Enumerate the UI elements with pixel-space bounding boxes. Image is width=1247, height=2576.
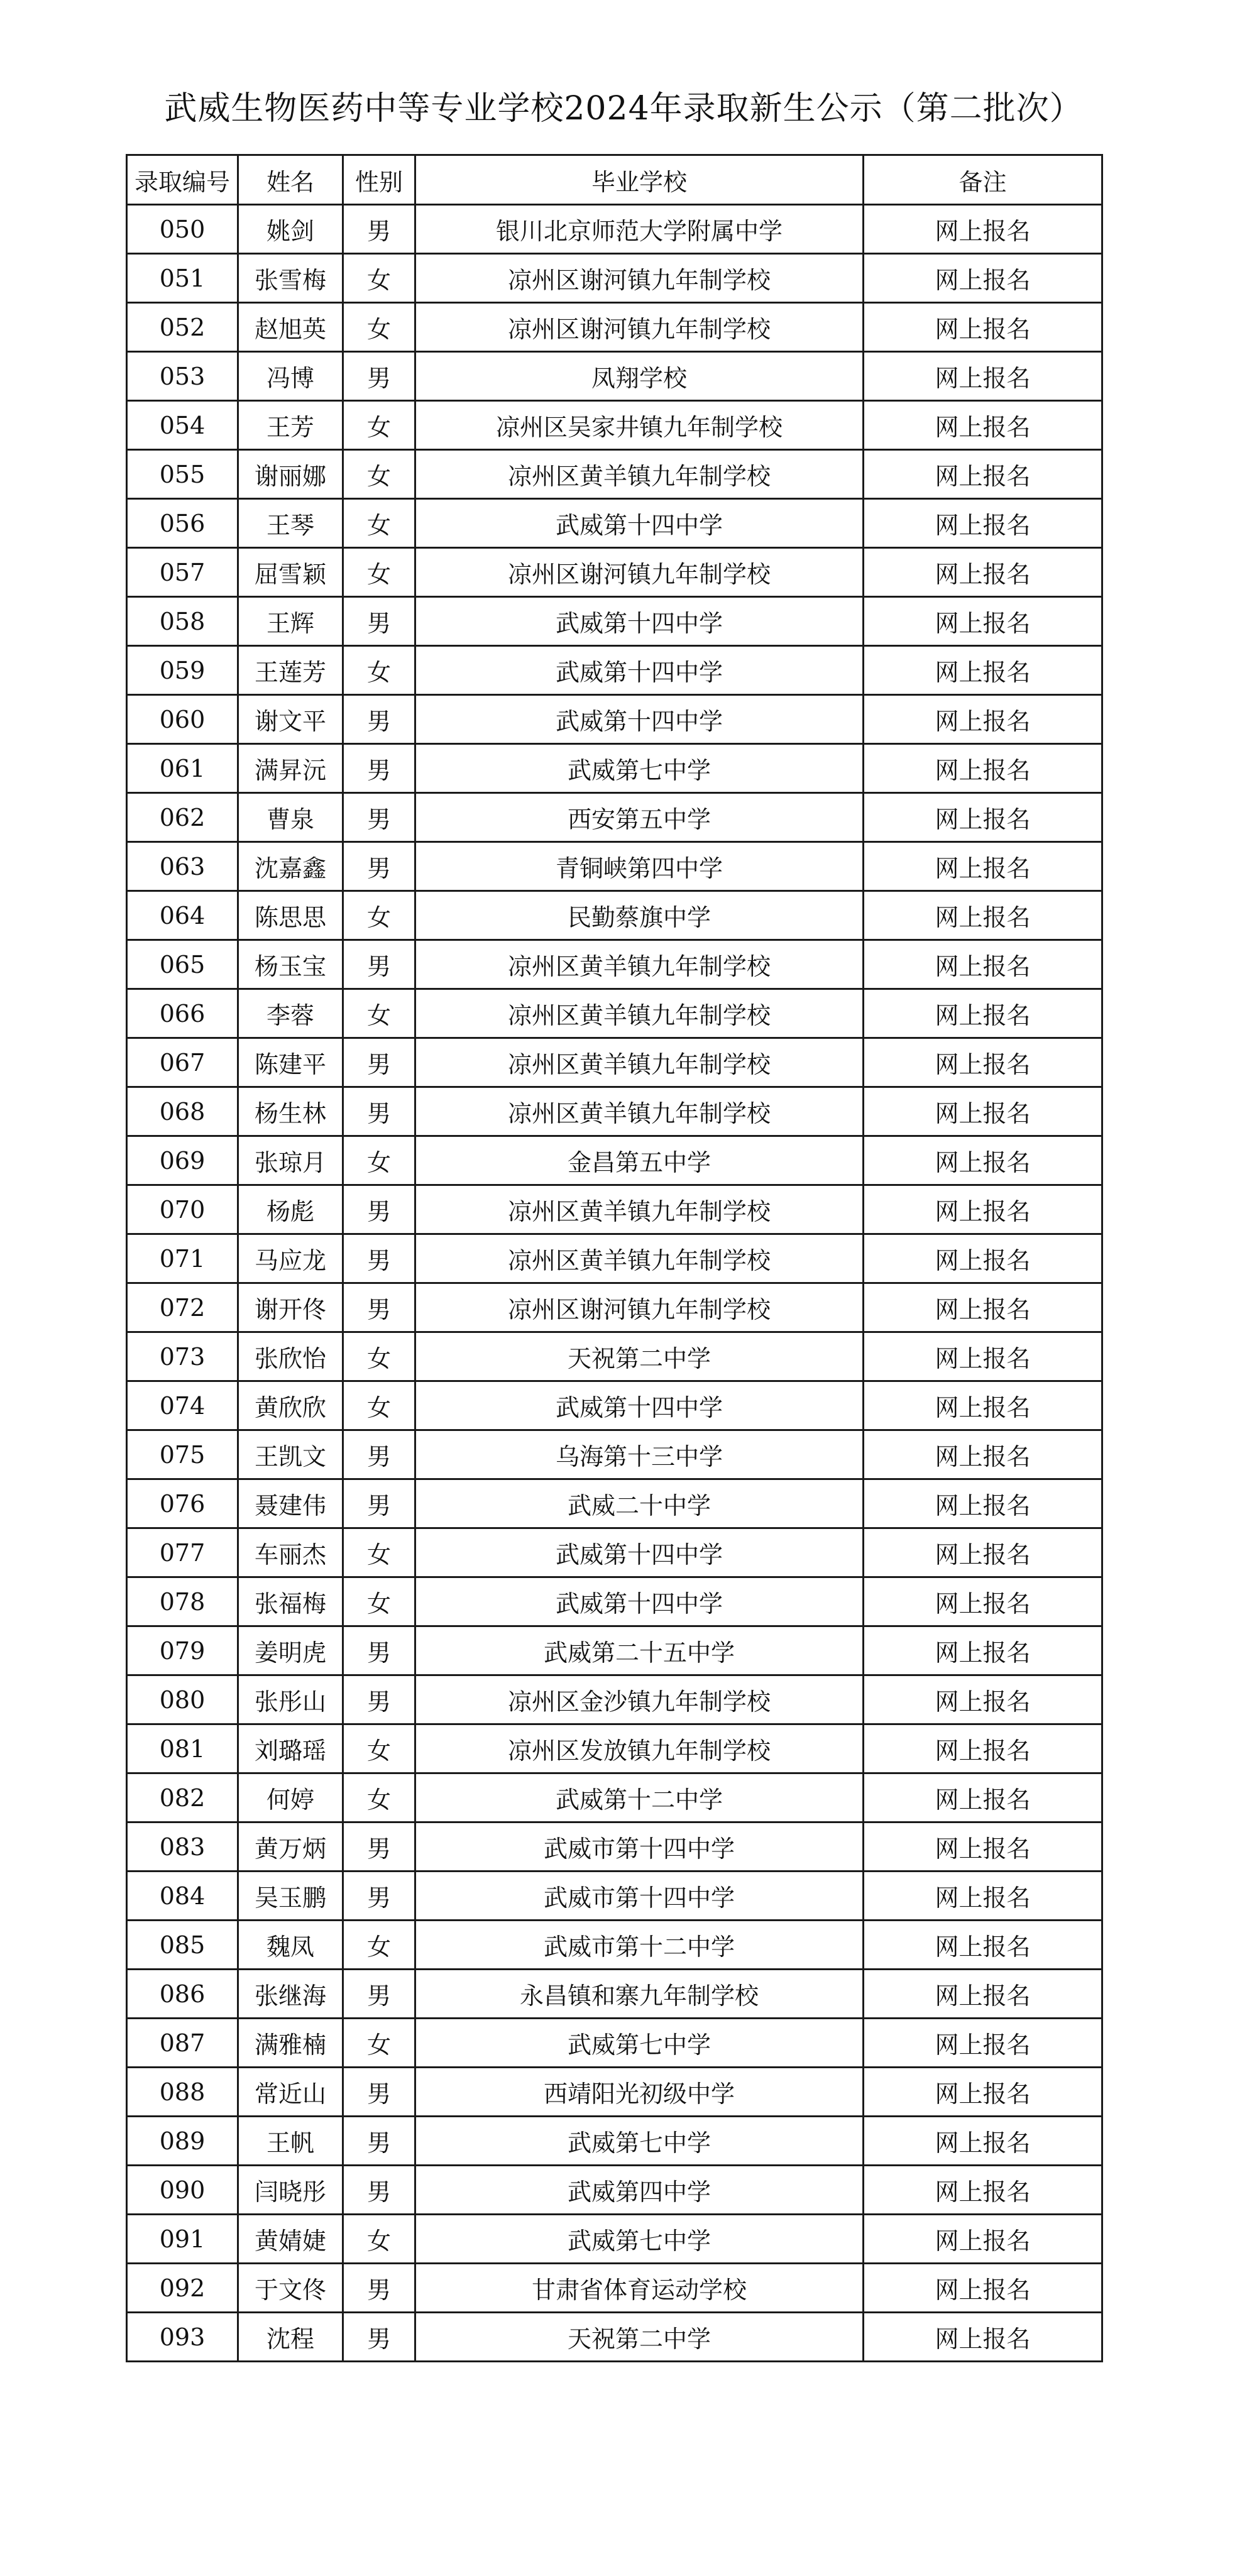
cell-id: 054	[127, 401, 238, 450]
cell-note: 网上报名	[864, 499, 1102, 548]
cell-school: 武威第十四中学	[415, 499, 864, 548]
cell-gender: 女	[343, 1332, 415, 1381]
table-row	[127, 2019, 1102, 2068]
cell-id: 071	[127, 1234, 238, 1283]
cell-name: 张琼月	[238, 1136, 343, 1185]
cell-note: 网上报名	[864, 1430, 1102, 1479]
cell-note: 网上报名	[864, 205, 1102, 254]
table-row	[127, 1970, 1102, 2019]
table-row	[127, 1332, 1102, 1381]
cell-school: 武威市第十四中学	[415, 1872, 864, 1921]
cell-school: 凉州区谢河镇九年制学校	[415, 303, 864, 352]
cell-school: 武威二十中学	[415, 1479, 864, 1528]
cell-id: 064	[127, 891, 238, 940]
cell-name: 黄万炳	[238, 1822, 343, 1872]
cell-gender: 男	[343, 1234, 415, 1283]
cell-gender: 男	[343, 940, 415, 989]
cell-name: 聂建伟	[238, 1479, 343, 1528]
cell-note: 网上报名	[864, 891, 1102, 940]
table-row	[127, 1675, 1102, 1724]
header-note: 备注	[864, 155, 1102, 205]
cell-name: 王莲芳	[238, 646, 343, 695]
table-header-row	[127, 155, 1102, 205]
cell-name: 杨玉宝	[238, 940, 343, 989]
cell-name: 张欣怡	[238, 1332, 343, 1381]
cell-gender: 男	[343, 1675, 415, 1724]
table-row	[127, 646, 1102, 695]
cell-name: 王凯文	[238, 1430, 343, 1479]
cell-name: 满雅楠	[238, 2019, 343, 2068]
cell-name: 魏凤	[238, 1921, 343, 1970]
cell-school: 甘肃省体育运动学校	[415, 2264, 864, 2313]
cell-gender: 女	[343, 2019, 415, 2068]
cell-school: 武威第七中学	[415, 744, 864, 793]
cell-school: 青铜峡第四中学	[415, 842, 864, 891]
cell-school: 武威第十四中学	[415, 597, 864, 646]
cell-note: 网上报名	[864, 254, 1102, 303]
cell-school: 凉州区金沙镇九年制学校	[415, 1675, 864, 1724]
cell-name: 沈嘉鑫	[238, 842, 343, 891]
cell-id: 088	[127, 2068, 238, 2117]
cell-note: 网上报名	[864, 695, 1102, 744]
table-row	[127, 989, 1102, 1038]
cell-name: 陈建平	[238, 1038, 343, 1087]
cell-note: 网上报名	[864, 2215, 1102, 2264]
cell-note: 网上报名	[864, 2019, 1102, 2068]
cell-id: 084	[127, 1872, 238, 1921]
table-row	[127, 891, 1102, 940]
table-row	[127, 1822, 1102, 1872]
cell-note: 网上报名	[864, 2117, 1102, 2166]
cell-name: 满昇沅	[238, 744, 343, 793]
header-name: 姓名	[238, 155, 343, 205]
cell-note: 网上报名	[864, 744, 1102, 793]
cell-gender: 男	[343, 597, 415, 646]
cell-id: 078	[127, 1577, 238, 1626]
cell-id: 067	[127, 1038, 238, 1087]
cell-note: 网上报名	[864, 1332, 1102, 1381]
cell-school: 武威市第十二中学	[415, 1921, 864, 1970]
cell-name: 黄欣欣	[238, 1381, 343, 1430]
cell-id: 077	[127, 1528, 238, 1577]
table-row	[127, 2264, 1102, 2313]
cell-id: 081	[127, 1724, 238, 1773]
cell-id: 076	[127, 1479, 238, 1528]
cell-name: 谢丽娜	[238, 450, 343, 499]
cell-id: 091	[127, 2215, 238, 2264]
cell-id: 063	[127, 842, 238, 891]
table-row	[127, 1136, 1102, 1185]
table-row	[127, 254, 1102, 303]
cell-school: 天祝第二中学	[415, 1332, 864, 1381]
cell-name: 王芳	[238, 401, 343, 450]
cell-note: 网上报名	[864, 401, 1102, 450]
cell-name: 张继海	[238, 1970, 343, 2019]
cell-name: 赵旭英	[238, 303, 343, 352]
cell-name: 王辉	[238, 597, 343, 646]
cell-gender: 男	[343, 1479, 415, 1528]
table-row	[127, 450, 1102, 499]
cell-name: 姜明虎	[238, 1626, 343, 1675]
table-row	[127, 1381, 1102, 1430]
cell-gender: 男	[343, 1430, 415, 1479]
cell-gender: 女	[343, 1921, 415, 1970]
table-row	[127, 1773, 1102, 1822]
cell-note: 网上报名	[864, 1773, 1102, 1822]
cell-name: 李蓉	[238, 989, 343, 1038]
cell-gender: 女	[343, 1577, 415, 1626]
cell-id: 057	[127, 548, 238, 597]
cell-note: 网上报名	[864, 1724, 1102, 1773]
cell-gender: 男	[343, 1283, 415, 1332]
cell-school: 武威第七中学	[415, 2019, 864, 2068]
cell-school: 凉州区黄羊镇九年制学校	[415, 1087, 864, 1136]
cell-school: 永昌镇和寨九年制学校	[415, 1970, 864, 2019]
table-row	[127, 499, 1102, 548]
cell-note: 网上报名	[864, 1136, 1102, 1185]
table-row	[127, 352, 1102, 401]
cell-id: 065	[127, 940, 238, 989]
cell-school: 西安第五中学	[415, 793, 864, 842]
cell-school: 武威第二十五中学	[415, 1626, 864, 1675]
cell-note: 网上报名	[864, 2264, 1102, 2313]
cell-id: 062	[127, 793, 238, 842]
cell-school: 武威第十二中学	[415, 1773, 864, 1822]
cell-id: 074	[127, 1381, 238, 1430]
cell-note: 网上报名	[864, 450, 1102, 499]
cell-id: 068	[127, 1087, 238, 1136]
cell-gender: 男	[343, 1970, 415, 2019]
cell-school: 凉州区谢河镇九年制学校	[415, 548, 864, 597]
cell-id: 053	[127, 352, 238, 401]
cell-school: 武威第十四中学	[415, 1381, 864, 1430]
cell-note: 网上报名	[864, 1087, 1102, 1136]
cell-name: 王帆	[238, 2117, 343, 2166]
cell-school: 凉州区发放镇九年制学校	[415, 1724, 864, 1773]
cell-note: 网上报名	[864, 1626, 1102, 1675]
cell-note: 网上报名	[864, 303, 1102, 352]
cell-gender: 男	[343, 1087, 415, 1136]
cell-note: 网上报名	[864, 352, 1102, 401]
table-row	[127, 1724, 1102, 1773]
cell-school: 武威第七中学	[415, 2215, 864, 2264]
cell-id: 070	[127, 1185, 238, 1234]
table-row	[127, 401, 1102, 450]
cell-note: 网上报名	[864, 2166, 1102, 2215]
cell-gender: 女	[343, 499, 415, 548]
cell-gender: 女	[343, 450, 415, 499]
cell-id: 082	[127, 1773, 238, 1822]
table-row	[127, 1283, 1102, 1332]
cell-id: 061	[127, 744, 238, 793]
cell-id: 059	[127, 646, 238, 695]
cell-note: 网上报名	[864, 1479, 1102, 1528]
cell-id: 092	[127, 2264, 238, 2313]
cell-gender: 男	[343, 1872, 415, 1921]
cell-name: 何婷	[238, 1773, 343, 1822]
cell-id: 079	[127, 1626, 238, 1675]
cell-note: 网上报名	[864, 597, 1102, 646]
cell-school: 凉州区谢河镇九年制学校	[415, 1283, 864, 1332]
table-row	[127, 1626, 1102, 1675]
cell-name: 张雪梅	[238, 254, 343, 303]
cell-name: 沈程	[238, 2313, 343, 2362]
cell-gender: 女	[343, 1773, 415, 1822]
cell-note: 网上报名	[864, 940, 1102, 989]
table-row	[127, 2166, 1102, 2215]
table-row	[127, 548, 1102, 597]
cell-school: 金昌第五中学	[415, 1136, 864, 1185]
cell-gender: 男	[343, 205, 415, 254]
cell-id: 085	[127, 1921, 238, 1970]
cell-school: 乌海第十三中学	[415, 1430, 864, 1479]
cell-gender: 男	[343, 2117, 415, 2166]
cell-school: 凤翔学校	[415, 352, 864, 401]
cell-name: 刘璐瑶	[238, 1724, 343, 1773]
cell-note: 网上报名	[864, 1528, 1102, 1577]
cell-gender: 男	[343, 695, 415, 744]
cell-gender: 女	[343, 989, 415, 1038]
cell-id: 073	[127, 1332, 238, 1381]
cell-name: 屈雪颖	[238, 548, 343, 597]
cell-gender: 男	[343, 1038, 415, 1087]
cell-school: 武威第十四中学	[415, 1528, 864, 1577]
cell-school: 武威第四中学	[415, 2166, 864, 2215]
cell-id: 093	[127, 2313, 238, 2362]
cell-name: 马应龙	[238, 1234, 343, 1283]
cell-school: 武威第十四中学	[415, 646, 864, 695]
cell-gender: 女	[343, 1528, 415, 1577]
cell-school: 凉州区谢河镇九年制学校	[415, 254, 864, 303]
cell-note: 网上报名	[864, 1577, 1102, 1626]
table-row	[127, 2068, 1102, 2117]
cell-school: 凉州区黄羊镇九年制学校	[415, 1185, 864, 1234]
cell-school: 民勤蔡旗中学	[415, 891, 864, 940]
cell-id: 080	[127, 1675, 238, 1724]
table-row	[127, 1430, 1102, 1479]
cell-id: 050	[127, 205, 238, 254]
admission-table	[126, 154, 1103, 2362]
cell-school: 武威第十四中学	[415, 695, 864, 744]
cell-school: 凉州区黄羊镇九年制学校	[415, 940, 864, 989]
cell-note: 网上报名	[864, 1921, 1102, 1970]
cell-id: 087	[127, 2019, 238, 2068]
cell-school: 银川北京师范大学附属中学	[415, 205, 864, 254]
cell-school: 凉州区黄羊镇九年制学校	[415, 1038, 864, 1087]
cell-gender: 女	[343, 548, 415, 597]
cell-gender: 女	[343, 303, 415, 352]
cell-note: 网上报名	[864, 1822, 1102, 1872]
cell-id: 089	[127, 2117, 238, 2166]
cell-id: 052	[127, 303, 238, 352]
table-row	[127, 793, 1102, 842]
table-body	[127, 205, 1102, 2362]
cell-gender: 男	[343, 1185, 415, 1234]
cell-name: 黄婧婕	[238, 2215, 343, 2264]
cell-gender: 女	[343, 1724, 415, 1773]
cell-id: 058	[127, 597, 238, 646]
cell-gender: 女	[343, 891, 415, 940]
cell-id: 090	[127, 2166, 238, 2215]
cell-gender: 女	[343, 1381, 415, 1430]
header-school: 毕业学校	[415, 155, 864, 205]
cell-id: 051	[127, 254, 238, 303]
table-row	[127, 1185, 1102, 1234]
cell-name: 张彤山	[238, 1675, 343, 1724]
cell-name: 于文佟	[238, 2264, 343, 2313]
table-row	[127, 205, 1102, 254]
cell-school: 武威第七中学	[415, 2117, 864, 2166]
cell-note: 网上报名	[864, 1675, 1102, 1724]
cell-note: 网上报名	[864, 1872, 1102, 1921]
cell-note: 网上报名	[864, 646, 1102, 695]
cell-note: 网上报名	[864, 548, 1102, 597]
cell-gender: 男	[343, 2166, 415, 2215]
cell-note: 网上报名	[864, 1381, 1102, 1430]
cell-gender: 男	[343, 352, 415, 401]
cell-gender: 男	[343, 2313, 415, 2362]
cell-note: 网上报名	[864, 1970, 1102, 2019]
header-id: 录取编号	[127, 155, 238, 205]
cell-gender: 女	[343, 254, 415, 303]
table-row	[127, 940, 1102, 989]
table-row	[127, 1038, 1102, 1087]
table-row	[127, 303, 1102, 352]
cell-id: 060	[127, 695, 238, 744]
cell-name: 车丽杰	[238, 1528, 343, 1577]
table-row	[127, 1921, 1102, 1970]
cell-id: 072	[127, 1283, 238, 1332]
cell-gender: 女	[343, 1136, 415, 1185]
cell-note: 网上报名	[864, 1185, 1102, 1234]
table-row	[127, 744, 1102, 793]
cell-name: 王琴	[238, 499, 343, 548]
cell-id: 075	[127, 1430, 238, 1479]
table-row	[127, 695, 1102, 744]
cell-gender: 女	[343, 2215, 415, 2264]
table-row	[127, 842, 1102, 891]
cell-note: 网上报名	[864, 2068, 1102, 2117]
cell-note: 网上报名	[864, 1038, 1102, 1087]
table-row	[127, 597, 1102, 646]
cell-name: 闫晓彤	[238, 2166, 343, 2215]
cell-gender: 男	[343, 793, 415, 842]
cell-id: 086	[127, 1970, 238, 2019]
table-row	[127, 1234, 1102, 1283]
cell-gender: 男	[343, 842, 415, 891]
table-row	[127, 2215, 1102, 2264]
cell-name: 杨彪	[238, 1185, 343, 1234]
cell-gender: 男	[343, 2264, 415, 2313]
cell-name: 曹泉	[238, 793, 343, 842]
header-gender: 性别	[343, 155, 415, 205]
cell-id: 066	[127, 989, 238, 1038]
page-title: 武威生物医药中等专业学校2024年录取新生公示（第二批次）	[164, 90, 1083, 128]
cell-school: 凉州区黄羊镇九年制学校	[415, 1234, 864, 1283]
table-row	[127, 1872, 1102, 1921]
cell-school: 凉州区吴家井镇九年制学校	[415, 401, 864, 450]
cell-school: 武威市第十四中学	[415, 1822, 864, 1872]
cell-name: 谢文平	[238, 695, 343, 744]
table-row	[127, 1479, 1102, 1528]
cell-name: 常近山	[238, 2068, 343, 2117]
cell-id: 083	[127, 1822, 238, 1872]
cell-school: 西靖阳光初级中学	[415, 2068, 864, 2117]
cell-gender: 男	[343, 744, 415, 793]
cell-school: 天祝第二中学	[415, 2313, 864, 2362]
cell-gender: 女	[343, 401, 415, 450]
cell-id: 055	[127, 450, 238, 499]
cell-name: 杨生林	[238, 1087, 343, 1136]
cell-name: 姚剑	[238, 205, 343, 254]
table-row	[127, 2313, 1102, 2362]
cell-name: 张福梅	[238, 1577, 343, 1626]
cell-name: 陈思思	[238, 891, 343, 940]
cell-id: 069	[127, 1136, 238, 1185]
cell-school: 凉州区黄羊镇九年制学校	[415, 450, 864, 499]
cell-name: 吴玉鹏	[238, 1872, 343, 1921]
cell-note: 网上报名	[864, 793, 1102, 842]
cell-note: 网上报名	[864, 1234, 1102, 1283]
cell-gender: 男	[343, 2068, 415, 2117]
cell-gender: 男	[343, 1626, 415, 1675]
table-row	[127, 1087, 1102, 1136]
cell-name: 冯博	[238, 352, 343, 401]
cell-name: 谢开佟	[238, 1283, 343, 1332]
cell-id: 056	[127, 499, 238, 548]
cell-school: 凉州区黄羊镇九年制学校	[415, 989, 864, 1038]
table-row	[127, 1577, 1102, 1626]
cell-note: 网上报名	[864, 2313, 1102, 2362]
cell-note: 网上报名	[864, 989, 1102, 1038]
cell-note: 网上报名	[864, 842, 1102, 891]
cell-school: 武威第十四中学	[415, 1577, 864, 1626]
cell-gender: 女	[343, 646, 415, 695]
cell-gender: 男	[343, 1822, 415, 1872]
table-row	[127, 1528, 1102, 1577]
cell-note: 网上报名	[864, 1283, 1102, 1332]
table-row	[127, 2117, 1102, 2166]
